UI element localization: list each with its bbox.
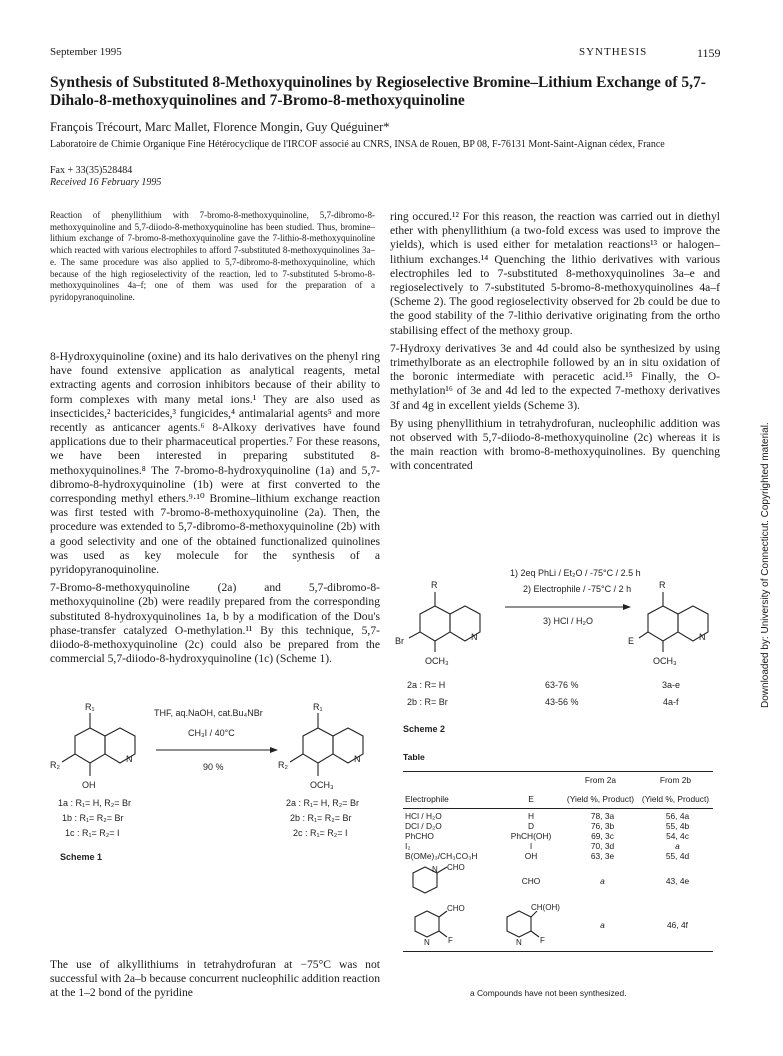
scheme-1-drawing <box>48 688 383 943</box>
fluoropyridine-aldehyde-structure <box>405 901 475 947</box>
cho-label-row7: CHO <box>447 904 465 913</box>
cell-from2b: 55, 4d <box>665 851 690 861</box>
author-list: François Trécourt, Marc Mallet, Florence Mongin, Guy Quéguiner* <box>50 120 390 134</box>
row-b-sm: 2b : R= Br <box>407 697 448 707</box>
compound-1c: 1c : R₁= R₂= I <box>65 828 120 838</box>
left-column-text <box>50 350 380 670</box>
n-label-row6: N <box>432 865 438 874</box>
table-grid <box>403 772 713 804</box>
scheme-2-caption: Scheme 2 <box>403 724 446 734</box>
n-label-product: N <box>699 632 706 642</box>
paragraph-hydroxy: 7-Hydroxy derivatives 3e and 4d could also be synthesized by using trimethylborate as an electrophile followed by an in situ oxidation of the boronic intermediate with peracetic acid.¹⁵ Finally, the O-methylation¹⁶ of 3e and 4d led to the expected 7-methoxy derivatives 3f and 4g in excellent yields (Scheme 3). <box>390 341 720 412</box>
download-notice: Downloaded by: University of Connecticut. Copyrighted material. <box>760 422 771 708</box>
col-sub2a: (Yield %, Product) <box>566 794 635 804</box>
cell-e: D <box>527 821 535 831</box>
paragraph-reaction: ring occured.¹² For this reason, the reaction was carried out in diethyl ether with phenyllithium (a two-fold excess was used to improve the yields), which is used either for metalation reactions¹³ or halogen–lithium exchanges.¹⁴ Quenching the lithio derivatives with various electrophiles led to 7-substituted 8-methoxyquinolines 3a–e and regioselectively to 7-substituted 5-bromo-8-methoxyquinolines 4a–f (Scheme 2). The good regioselectivity observed for 2b could be due to the good stability of the 7-lithio derivative originating from the ortho stabilising effect of the methoxy group. <box>390 210 720 337</box>
compound-1b: 1b : R₁= R₂= Br <box>62 813 124 823</box>
reaction-yield: 90 % <box>203 762 224 772</box>
arrowhead-2 <box>623 604 631 610</box>
step-2: 2) Electrophile / -75°C / 2 h <box>523 584 632 594</box>
col-sub2b: (Yield %, Product) <box>641 794 710 804</box>
paragraph-alkyllithium: The use of alkyllithiums in tetrahydrofuran at −75°C was not successful with 2a–b because concurrent nucleophilic addition reaction at the 1–2 bond of the pyridine <box>50 958 380 1000</box>
cell-e: CHO <box>521 876 541 886</box>
och3-label-product: OCH₃ <box>653 656 677 666</box>
cell-e: I <box>529 841 533 851</box>
compound-2b: 2b : R₁= R₂= Br <box>290 813 352 823</box>
cell-from2a: 69, 3c <box>591 831 614 841</box>
row-b-yield: 43-56 % <box>545 697 579 707</box>
col-e: E <box>528 794 534 804</box>
row-a-yield: 63-76 % <box>545 680 579 690</box>
article-title: Synthesis of Substituted 8-Methoxyquinolines by Regioselective Bromine–Lithium Exchange of 5,7-Dihalo-8-methoxyquinolines and 7-Bromo-8-methoxyquinoline <box>50 74 706 109</box>
fluoropyridine-carbinol-structure <box>501 901 561 947</box>
quinoline-structure-right <box>290 713 363 776</box>
table-body <box>403 811 713 949</box>
fax-number: Fax + 33(35)528484 <box>50 165 133 176</box>
cell-from2a: 76, 3b <box>590 821 615 831</box>
issue-date: September 1995 <box>50 46 122 58</box>
scheme-2-drawing <box>395 560 730 755</box>
table-row <box>403 901 713 949</box>
row-b-product: 4a-f <box>663 697 679 707</box>
r-label-start: R <box>431 580 438 590</box>
results-table <box>403 771 713 952</box>
paragraph-intro: 8-Hydroxyquinoline (oxine) and its halo derivatives on the phenyl ring have found extensive application as analytical reagents, metal extracting agents and corrosion inhibitors because of their ability to form complexes with many metal ions.¹ They are also used as insecticides,² bactericides,³ fungicides,⁴ antimalarial agents⁵ and more recently as anticancer agents.⁶ 8-Alkoxy derivatives have found applications due to their pharmaceutical properties.⁷ For these reasons, we have been interested in preparing substituted 8-methoxyquinolines.⁸ The 7-bromo-8-hydroxyquinoline (1a) and 5,7-dibromo-8-hydroxyquinoline (1b) were at first converted to the corresponding methyl ethers.⁹·¹⁰ Bromine–lithium exchange reaction was first tested with 7-bromo-8-methoxyquinoline (2a). Then, the procedure was extended to 5,7-dibromo-8-methoxyquinoline (2b) with a good selectivity and one of the obtained functionalized quinolines was used as key molecule for the synthesis of a pyridopyranoquinoline. <box>50 350 380 577</box>
cell-electrophile: PhCHO <box>405 831 434 841</box>
cho-label-row6: CHO <box>447 863 465 872</box>
table-row <box>403 811 713 821</box>
br-label: Br <box>395 636 404 646</box>
affiliation: Laboratoire de Chimie Organique Fine Hétérocyclique de l'IRCOF associé au CNRS, INSA de Rouen, BP 08, F-76131 Mont-Saint-Aignan cédex, France <box>50 139 665 150</box>
table-row <box>403 851 713 861</box>
row-a-product: 3a-e <box>662 680 681 690</box>
paragraph-phenyllithium: By using phenyllithium in tetrahydrofuran, nucleophilic addition was not observed with 5,7-diiodo-8-methoxyquinoline (2c) whereas it is the main reaction with bromo-8-methoxyquinolines. By quenching with concentrated <box>390 416 720 473</box>
abstract: Reaction of phenyllithium with 7-bromo-8-methoxyquinoline, 5,7-dibromo-8-methoxyquinoline and 5,7-diiodo-8-methoxyquinoline has been studied. Thus, bromine–lithium exchange of 7-bromo-8-methoxyquinoline gave the 7-lithio-8-methoxyquinoline which reacted with various electrophiles to afford 7-substituted 8-methoxyquinolines 3a–e. The same procedure was also applied to 5,7-dibromo-8-methoxyquinoline, which because of the high regioselectivity of the reaction, led to 7-substituted 5-bromo-8-methoxyquinolines 4a–f; one of them was used for the preparation of a pyridopyranoquinoline. <box>50 210 375 302</box>
cell-electrophile <box>403 901 499 949</box>
cell-from2b: 46, 4f <box>667 920 688 930</box>
table-row <box>403 841 713 851</box>
scheme-2 <box>395 560 730 755</box>
r2-label-right: R₂ <box>278 760 288 770</box>
received-date: Received 16 February 1995 <box>50 177 162 188</box>
e-label: E <box>628 636 635 646</box>
col-from2a: From 2a <box>584 775 617 785</box>
scheme-1 <box>48 688 383 943</box>
scheme-1-caption: Scheme 1 <box>60 852 103 862</box>
och3-label: OCH₃ <box>310 780 334 790</box>
cell-electrophile: B(OMe)₃/CH₃CO₃H <box>405 851 478 861</box>
arrowhead <box>270 747 278 753</box>
page-number: 1159 <box>697 46 721 60</box>
step-3: 3) HCl / H₂O <box>543 616 593 626</box>
cell-from2a: a <box>600 876 605 886</box>
quinoline-structure-start <box>409 592 480 652</box>
paragraph-preparation: 7-Bromo-8-methoxyquinoline (2a) and 5,7-dibromo-8-methoxyquinoline (2b) were readily prepared from the corresponding substituted 8-hydroxyquinolines 1a, b by a modification of the Dou's phase-transfer catalyzed O-methylation.¹¹ By this technique, 5,7-diiodo-8-methoxyquinoline (2c) could also be prepared from the commercial 5,7-diiodo-8-hydroxyquinoline (1c) (Scheme 1). <box>50 581 380 666</box>
cell-from2a: 78, 3a <box>590 811 615 821</box>
cell-from2a: a <box>600 920 605 930</box>
table-footnote: a Compounds have not been synthesized. <box>470 988 627 998</box>
table-header-row <box>403 772 713 785</box>
cell-from2b: 54, 4c <box>666 831 689 841</box>
choh-label: CH(OH) <box>531 903 560 912</box>
r-label-product: R <box>659 580 666 590</box>
cell-e <box>499 901 563 949</box>
n-label-row7-e: N <box>516 938 522 947</box>
quinoline-structure-product <box>639 592 708 652</box>
f-label-row7-e: F <box>540 936 545 945</box>
n-label-right: N <box>354 754 361 764</box>
cell-from2b: 43, 4e <box>665 876 690 886</box>
r1-label-left: R₁ <box>85 702 95 712</box>
cell-electrophile: DCl / D₂O <box>405 821 442 831</box>
f-label-row7: F <box>448 936 453 945</box>
step-1: 1) 2eq PhLi / Et₂O / -75°C / 2.5 h <box>510 568 641 578</box>
col-from2b: From 2b <box>659 775 692 785</box>
col-electrophile: Electrophile <box>405 794 449 804</box>
cell-electrophile: HCl / H₂O <box>405 811 442 821</box>
r1-label-right: R₁ <box>313 702 323 712</box>
table-caption: Table <box>403 752 425 762</box>
right-column-text <box>390 210 720 478</box>
table-row <box>403 831 713 841</box>
table-row <box>403 861 713 901</box>
compound-1a: 1a : R₁= H, R₂= Br <box>58 798 132 808</box>
r2-label-left: R₂ <box>50 760 60 770</box>
oh-label: OH <box>82 780 96 790</box>
n-label-row7: N <box>424 938 430 947</box>
quinoline-structure-left <box>62 713 135 776</box>
piperidine-carbaldehyde-structure <box>405 861 475 899</box>
cell-e: PhCH(OH) <box>510 831 552 841</box>
n-label-left: N <box>126 754 133 764</box>
cell-from2a: 70, 3d <box>590 841 615 851</box>
table-row <box>403 821 713 831</box>
cell-from2a: 63, 3e <box>590 851 615 861</box>
cell-e: OH <box>524 851 538 861</box>
cell-electrophile <box>403 861 499 901</box>
condition-1: THF, aq.NaOH, cat.Bu₄NBr <box>154 708 263 718</box>
cell-from2b: 55, 4b <box>665 821 690 831</box>
journal-name: SYNTHESIS <box>579 46 648 58</box>
cell-from2b: a <box>675 841 680 851</box>
och3-label-start: OCH₃ <box>425 656 449 666</box>
cell-electrophile: I₂ <box>405 841 411 851</box>
row-a-sm: 2a : R= H <box>407 680 446 690</box>
condition-2: CH₃I / 40°C <box>188 728 235 738</box>
cell-from2b: 56, 4a <box>665 811 690 821</box>
compound-2a: 2a : R₁= H, R₂= Br <box>286 798 360 808</box>
compound-2c: 2c : R₁= R₂= I <box>293 828 348 838</box>
n-label-start: N <box>471 632 478 642</box>
cell-e: H <box>527 811 535 821</box>
